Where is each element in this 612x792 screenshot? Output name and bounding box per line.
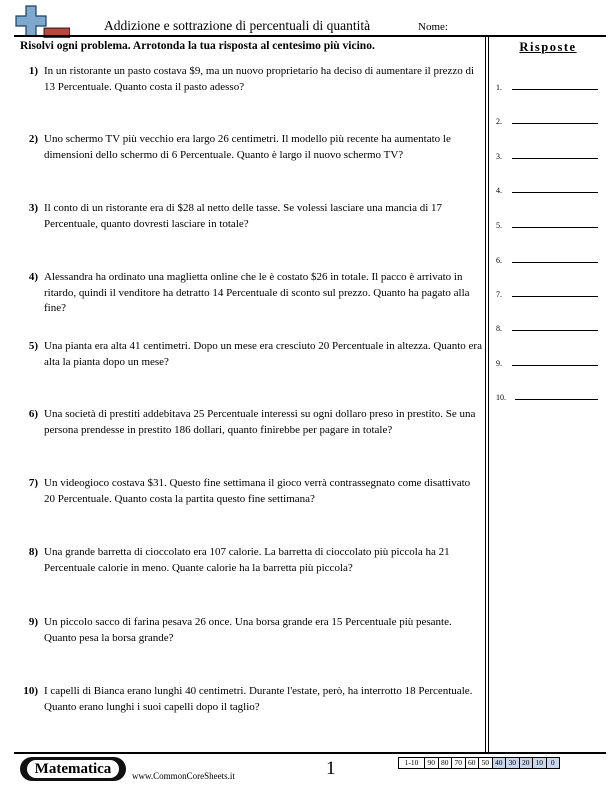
name-label: Nome: (418, 21, 448, 33)
answer-row-6 (496, 251, 598, 265)
score-cell: 10 (532, 758, 546, 768)
score-cell: 0 (546, 758, 560, 768)
score-cell: 50 (478, 758, 492, 768)
page-title: Addizione e sottrazione di percentuali di quantità (104, 18, 371, 33)
score-cell: 30 (505, 758, 519, 768)
answer-line[interactable] (515, 399, 598, 400)
answer-line[interactable] (512, 262, 598, 263)
brand-label: Matematica (27, 760, 120, 778)
column-divider-left (485, 36, 486, 752)
answer-line[interactable] (512, 330, 598, 331)
answer-number: 2. (496, 117, 502, 126)
problem-number: 6) (28, 408, 38, 420)
answer-row-1 (496, 78, 598, 92)
answers-title: Risposte (519, 40, 577, 54)
problem-text: Uno schermo TV più vecchio era largo 26 centimetri. Il modello più recente ha aumentato le dimensioni dello schermo di 6 Percentuale. Quanto è largo il nuovo schermo TV? (44, 133, 451, 161)
problem-number: 1) (28, 65, 38, 77)
answer-row-9 (496, 354, 598, 368)
score-cell: 60 (465, 758, 479, 768)
score-range: 1-10 (404, 758, 419, 767)
instructions: Risolvi ogni problema. Arrotonda la tua risposta al centesimo più vicino. (20, 40, 375, 52)
answer-line[interactable] (512, 158, 598, 159)
problem-7 (20, 476, 482, 507)
problem-text: In un ristorante un pasto costava $9, ma un nuovo proprietario ha deciso di aumentare il prezzo di 13 Percentuale. Quanto costa il pasto adesso? (44, 65, 475, 93)
problem-6 (20, 407, 482, 438)
problem-9 (20, 615, 482, 646)
answer-number: 5. (496, 221, 502, 230)
problem-2 (20, 132, 482, 163)
problem-number: 5) (28, 340, 38, 352)
score-cell: 70 (451, 758, 465, 768)
problem-number: 10) (23, 685, 38, 697)
score-cell: 80 (438, 758, 452, 768)
column-divider-right (488, 36, 489, 752)
header-divider (14, 35, 606, 37)
answer-number: 4. (496, 186, 502, 195)
problem-number: 4) (28, 271, 38, 283)
problem-text: Una società di prestiti addebitava 25 Percentuale interessi su ogni dollaro preso in prestito. Se una persona prendesse in prestito 186 dollari, quanto finirebbe per pagare in totale? (44, 408, 476, 436)
answer-row-8 (496, 319, 598, 333)
score-cell: 90 (424, 758, 438, 768)
answer-line[interactable] (512, 192, 598, 193)
problem-4 (20, 270, 482, 317)
problem-text: Una pianta era alta 41 centimetri. Dopo un mese era cresciuto 20 Percentuale in altezza. Quanto era alta la pianta dopo un mese? (44, 340, 482, 368)
answer-row-3 (496, 147, 598, 161)
answer-line[interactable] (512, 123, 598, 124)
answer-number: 9. (496, 359, 502, 368)
answer-row-4 (496, 181, 598, 195)
problem-text: Un videogioco costava $31. Questo fine settimana il gioco verrà contrassegnato come disattivato 20 Percentuale. Quanto costa la partita questo fine settimana? (44, 477, 471, 505)
problem-1 (20, 64, 482, 95)
problem-text: I capelli di Bianca erano lunghi 40 centimetri. Durante l'estate, però, ha interrotto 18 Percentuale. Quanto erano lunghi i suoi capelli dopo il taglio? (44, 685, 473, 713)
problem-5 (20, 339, 482, 370)
problem-number: 7) (28, 477, 38, 489)
score-cell: 40 (492, 758, 506, 768)
problem-number: 9) (28, 616, 38, 628)
answer-line[interactable] (512, 89, 598, 90)
answer-row-2 (496, 112, 598, 126)
answer-number: 1. (496, 83, 502, 92)
problem-text: Alessandra ha ordinato una maglietta online che le è costato $26 in totale. Il pacco è arrivato in ritardo, quindi il venditore ha detratto 14 Percentuale di sconto sul prezzo. Quanto ha pagato alla fine? (44, 271, 470, 314)
problem-8 (20, 545, 482, 576)
website-link[interactable]: www.CommonCoreSheets.it (132, 771, 235, 781)
problem-10 (20, 684, 482, 715)
problem-number: 2) (28, 133, 38, 145)
answer-number: 6. (496, 256, 502, 265)
problem-text: Il conto di un ristorante era di $28 al netto delle tasse. Se volessi lasciare una mancia di 17 Percentuale, quanto dovresti lasciare in totale? (44, 202, 443, 230)
problem-number: 3) (28, 202, 38, 214)
answer-number: 3. (496, 152, 502, 161)
answer-row-7 (496, 285, 598, 299)
answer-number: 10. (496, 393, 506, 402)
answer-row-10 (496, 388, 598, 402)
answer-number: 8. (496, 324, 502, 333)
answer-line[interactable] (512, 227, 598, 228)
problem-3 (20, 201, 482, 232)
answer-row-5 (496, 216, 598, 230)
problem-text: Un piccolo sacco di farina pesava 26 once. Una borsa grande era 15 Percentuale più pesante. Quanto pesa la borsa grande? (44, 616, 452, 644)
page-number: 1 (326, 758, 336, 779)
answer-number: 7. (496, 290, 502, 299)
answer-line[interactable] (512, 365, 598, 366)
score-cell: 20 (519, 758, 533, 768)
plus-logo-icon (14, 4, 70, 38)
problem-number: 8) (28, 546, 38, 558)
problem-text: Una grande barretta di cioccolato era 107 calorie. La barretta di cioccolato più piccola ha 21 Percentuale calorie in meno. Quante calorie ha la barretta più piccola? (44, 546, 450, 574)
footer-divider (14, 752, 606, 754)
brand-badge (20, 757, 126, 781)
answer-line[interactable] (512, 296, 598, 297)
score-table (398, 757, 560, 769)
